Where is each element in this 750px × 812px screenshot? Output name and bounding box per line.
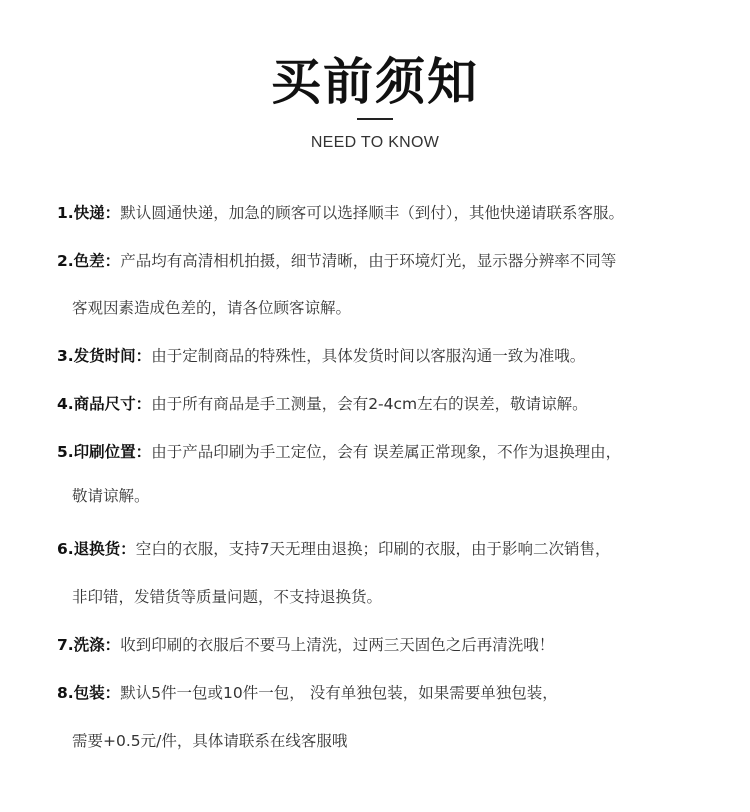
page-title: 买前须知 bbox=[271, 53, 479, 111]
notice-text: 由于定制商品的特殊性，具体发货时间以客服沟通一致为准哦。 bbox=[151, 347, 586, 365]
notice-delivery-time bbox=[57, 344, 585, 368]
notice-label: 1.快递： bbox=[57, 204, 121, 222]
notice-color-difference bbox=[57, 249, 616, 273]
notice-label: 2.色差： bbox=[57, 252, 121, 270]
notice-product-size bbox=[57, 392, 588, 416]
notice-returns bbox=[57, 537, 611, 561]
notice-text: 由于产品印刷为手工定位，会有 误差属正常现象，不作为退换理由， bbox=[151, 443, 622, 461]
notice-print-position-cont: 敬请谅解。 bbox=[72, 487, 150, 505]
notice-packaging bbox=[57, 681, 558, 705]
notice-label: 5.印刷位置： bbox=[57, 443, 152, 461]
notice-text: 产品均有高清相机拍摄，细节清晰，由于环境灯光，显示器分辨率不同等 bbox=[120, 252, 617, 270]
notice-text: 空白的衣服，支持7天无理由退换；印刷的衣服，由于影响二次销售， bbox=[135, 540, 611, 558]
notice-washing bbox=[57, 633, 554, 657]
notice-shipping bbox=[57, 201, 624, 225]
notice-returns-cont: 非印错，发错货等质量问题，不支持退换货。 bbox=[72, 588, 383, 606]
title-divider bbox=[357, 118, 393, 120]
notice-label: 6.退换货： bbox=[57, 540, 136, 558]
page-subtitle: NEED TO KNOW bbox=[310, 134, 440, 151]
notice-text: 由于所有商品是手工测量，会有2-4cm左右的误差，敬请谅解。 bbox=[151, 395, 588, 413]
notice-text: 收到印刷的衣服后不要马上清洗，过两三天固色之后再清洗哦！ bbox=[120, 636, 555, 654]
notice-label: 4.商品尺寸： bbox=[57, 395, 152, 413]
notice-print-position bbox=[57, 440, 621, 464]
notice-label: 8.包装： bbox=[57, 684, 121, 702]
notice-color-difference-cont: 客观因素造成色差的，请各位顾客谅解。 bbox=[72, 299, 352, 317]
notice-text: 默认5件一包或10件一包， 没有单独包装，如果需要单独包装， bbox=[120, 684, 558, 702]
notice-label: 7.洗涤： bbox=[57, 636, 121, 654]
notice-label: 3.发货时间： bbox=[57, 347, 152, 365]
notice-packaging-cont: 需要+0.5元/件，具体请联系在线客服哦 bbox=[72, 732, 348, 750]
notice-text: 默认圆通快递，加急的顾客可以选择顺丰（到付），其他快递请联系客服。 bbox=[120, 204, 624, 222]
